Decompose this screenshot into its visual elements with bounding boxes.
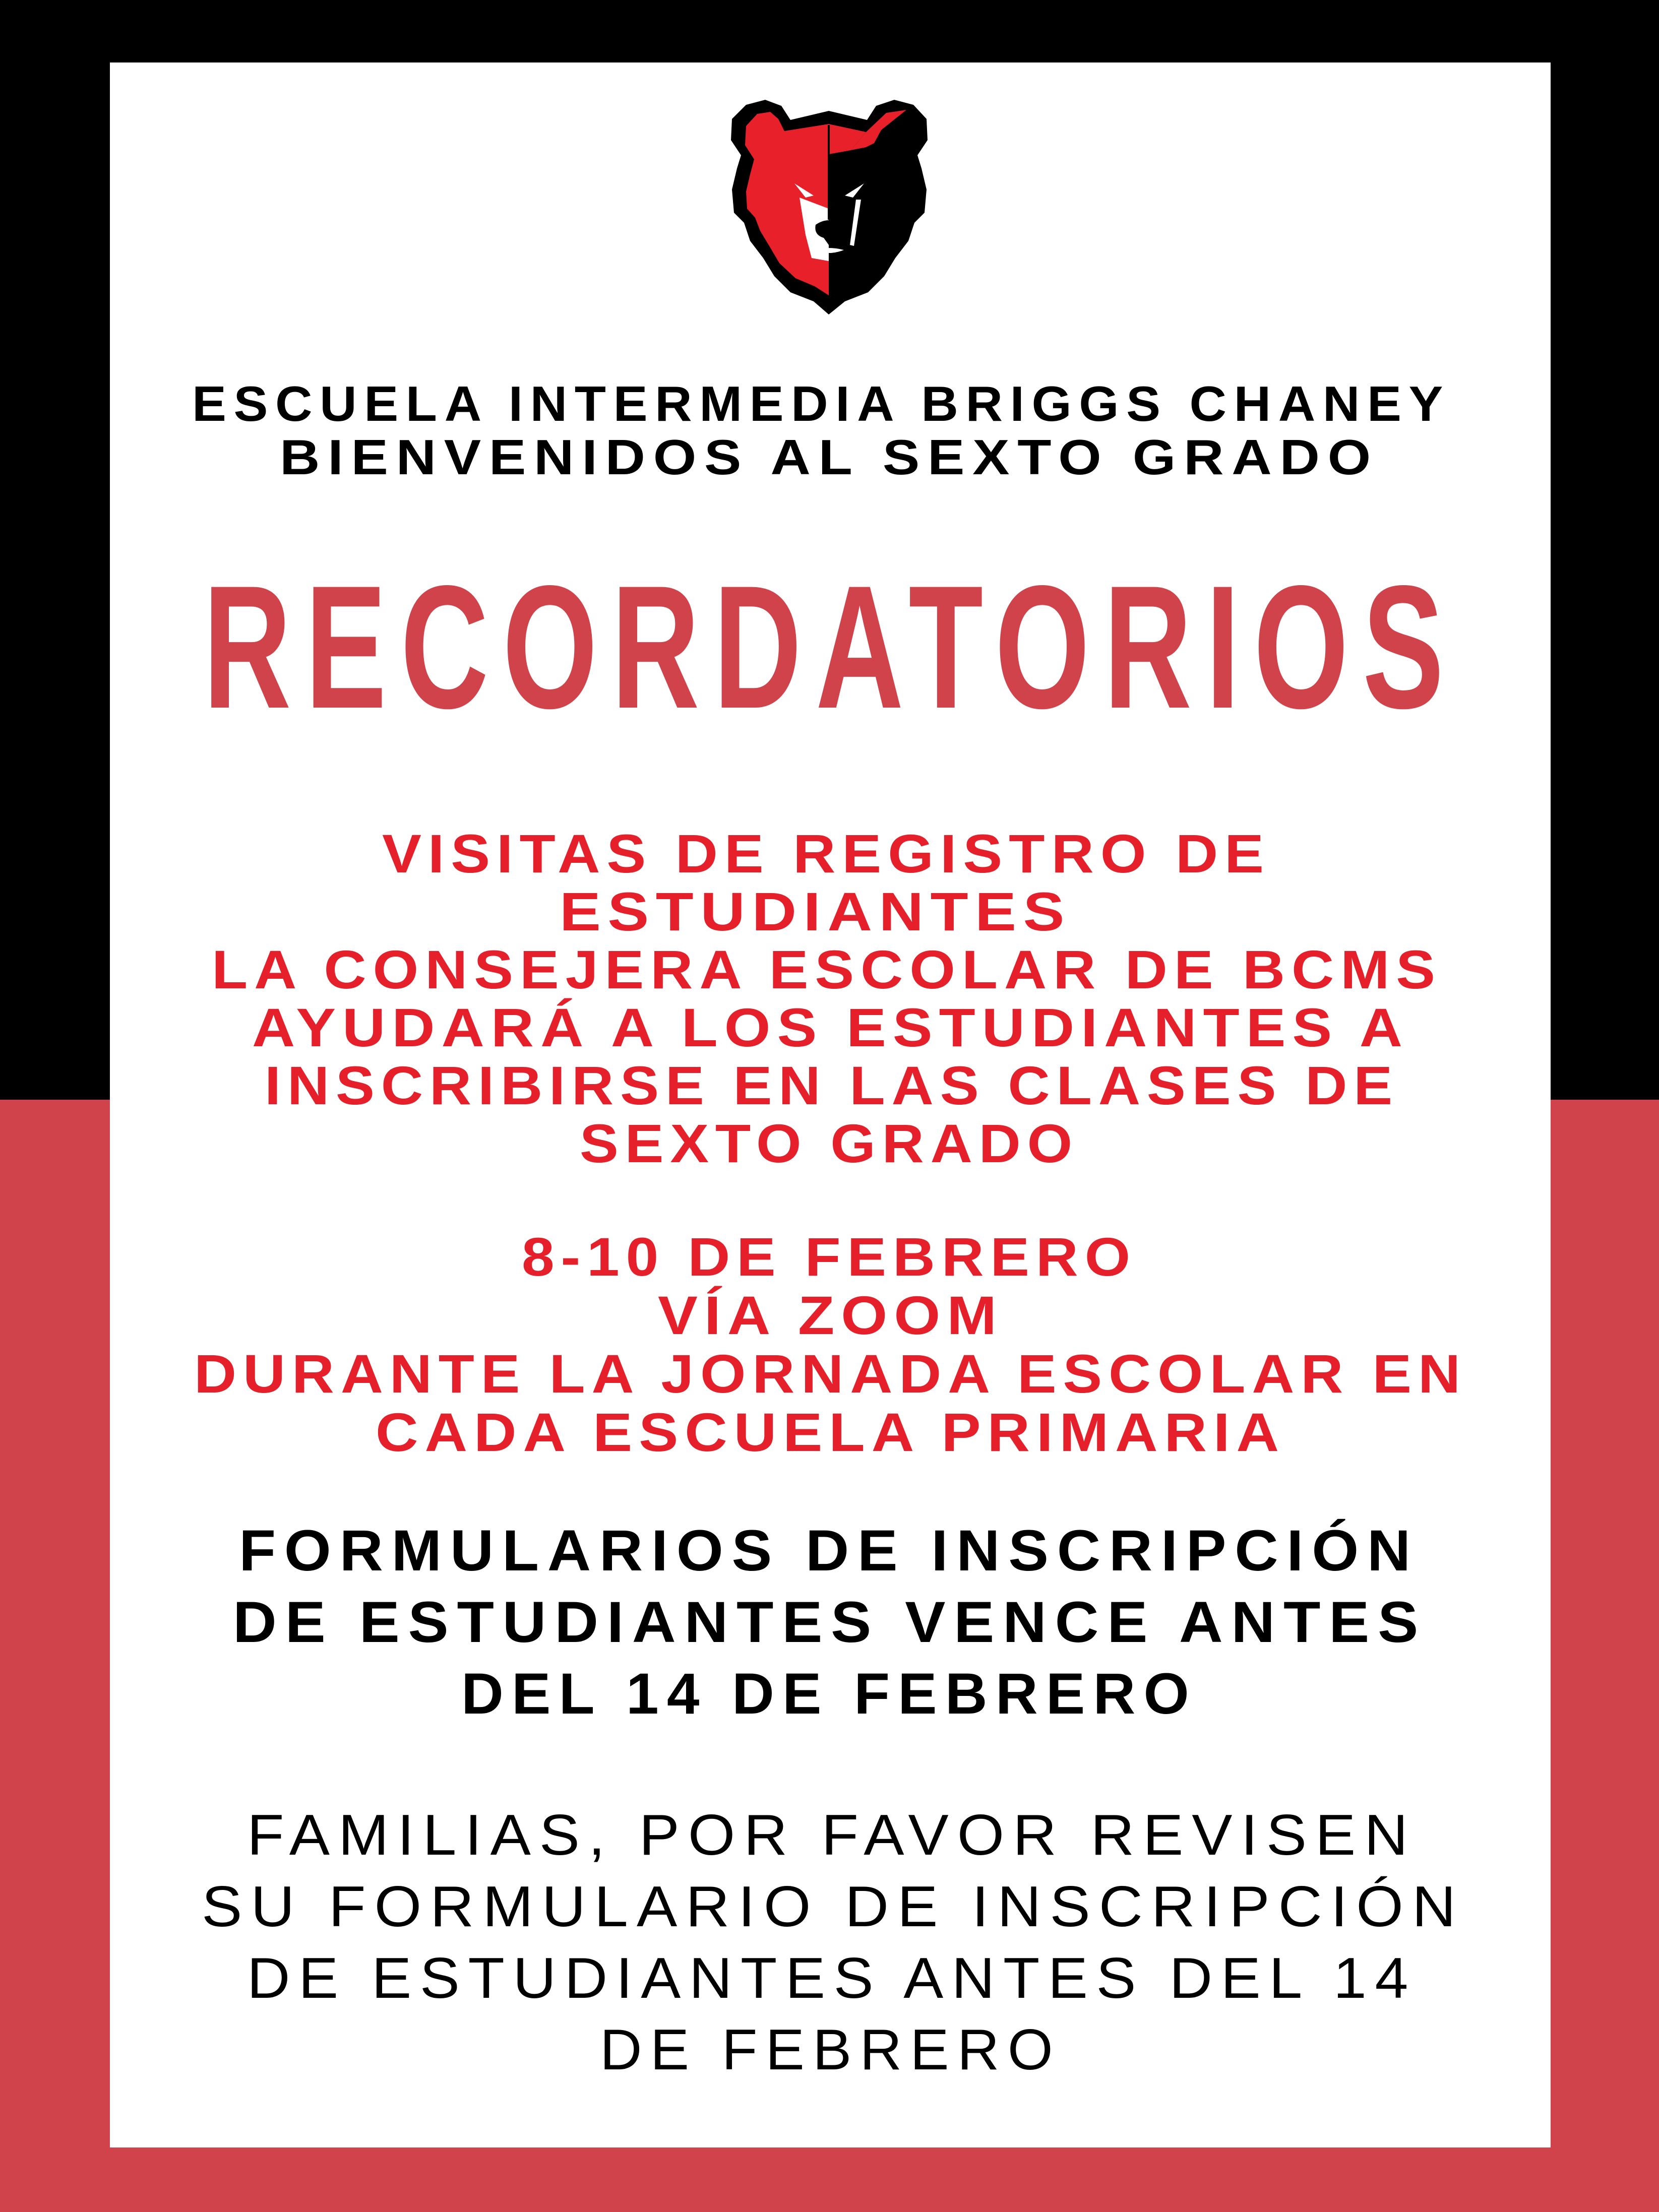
bear-head-mascot-icon (715, 99, 943, 315)
